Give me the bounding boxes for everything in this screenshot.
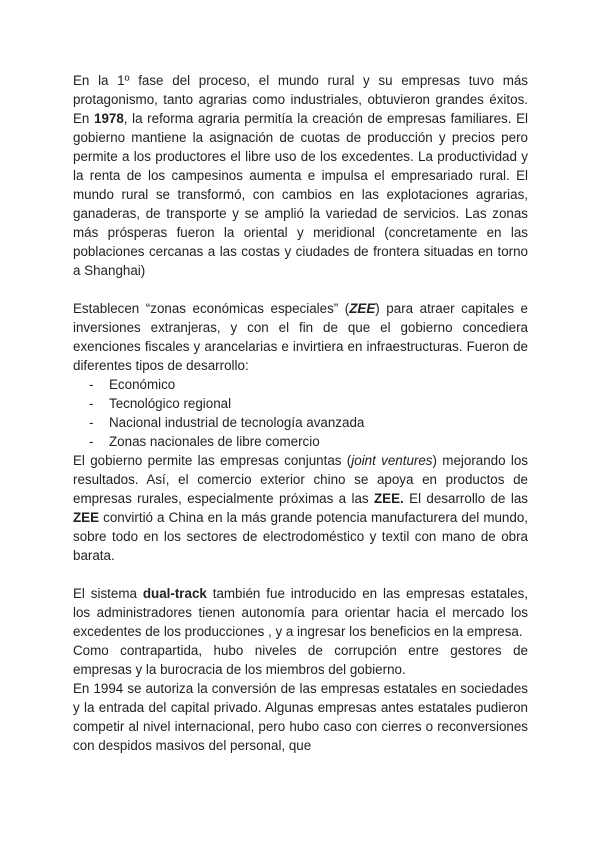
- zee-term: ZEE: [349, 301, 376, 316]
- paragraph-1994: En 1994 se autoriza la conversión de las empresas estatales en sociedades y la entrada del capital privado. Algunas empresas antes estatales pudieron competir al nivel internacional, pero hubo caso con cierres o reconversiones con despidos masivos del personal, que: [73, 681, 528, 753]
- year-1978: 1978: [94, 111, 124, 126]
- list-item: - Económico: [89, 377, 176, 392]
- paragraph-rural-phase: En la 1º fase del proceso, el mundo rural y su empresas tuvo más protagonismo, tanto agrarias como industriales, obtuvieron grandes éxitos. En 1978, la reforma agraria permitía la creación de empresas familiares. El gobierno mantiene la asignación de cuotas de producción y precios pero permite a los productores el libre uso de los excedentes. La productividad y la renta de los campesinos aumenta e impulsa el empresariado rural. El mundo rural se transformó, con cambios en las explotaciones agrarias, ganaderas, de transporte y se amplió la variedad de servicios. Las zonas más prósperas fueron la oriental y meridional (concretamente en las poblaciones cercanas a las costas y ciudades de frontera situadas en torno a Shanghai): [73, 73, 528, 278]
- list-item: - Nacional industrial de tecnología avanzada: [89, 415, 365, 430]
- list-item: - Tecnológico regional: [89, 396, 232, 411]
- list-item: - Zonas nacionales de libre comercio: [89, 434, 320, 449]
- paragraph-dual-track: El sistema dual-track también fue introducido en las empresas estatales, los administradores tienen autonomía para orientar hacia el mercado los excedentes de los producciones , y a ingresar los beneficios en la empresa.: [73, 586, 528, 639]
- joint-ventures-term: joint ventures: [351, 453, 433, 468]
- paragraph-gap: [73, 280, 528, 299]
- document-page: [73, 71, 528, 755]
- paragraph-corruption: Como contrapartida, hubo niveles de corrupción entre gestores de empresas y la burocracia de los miembros del gobierno.: [73, 643, 528, 677]
- paragraph-zee: Establecen “zonas económicas especiales” (ZEE) para atraer capitales e inversiones extranjeras, y con el fin de que el gobierno concediera exenciones fiscales y arancelarias e invirtiera en infraestructuras. Fueron de diferentes tipos de desarrollo:: [73, 301, 528, 373]
- paragraph-gap: [73, 565, 528, 584]
- development-types-list: [73, 375, 528, 451]
- dual-track-term: dual-track: [142, 586, 207, 601]
- paragraph-joint-ventures: El gobierno permite las empresas conjuntas (joint ventures) mejorando los resultados. Así, el comercio exterior chino se apoya en productos de empresas rurales, especialmente próximas a las ZEE. El desarrollo de las ZEE convirtió a China en la más grande potencia manufacturera del mundo, sobre todo en los sectores de electrodoméstico y textil con mano de obra barata.: [73, 453, 528, 563]
